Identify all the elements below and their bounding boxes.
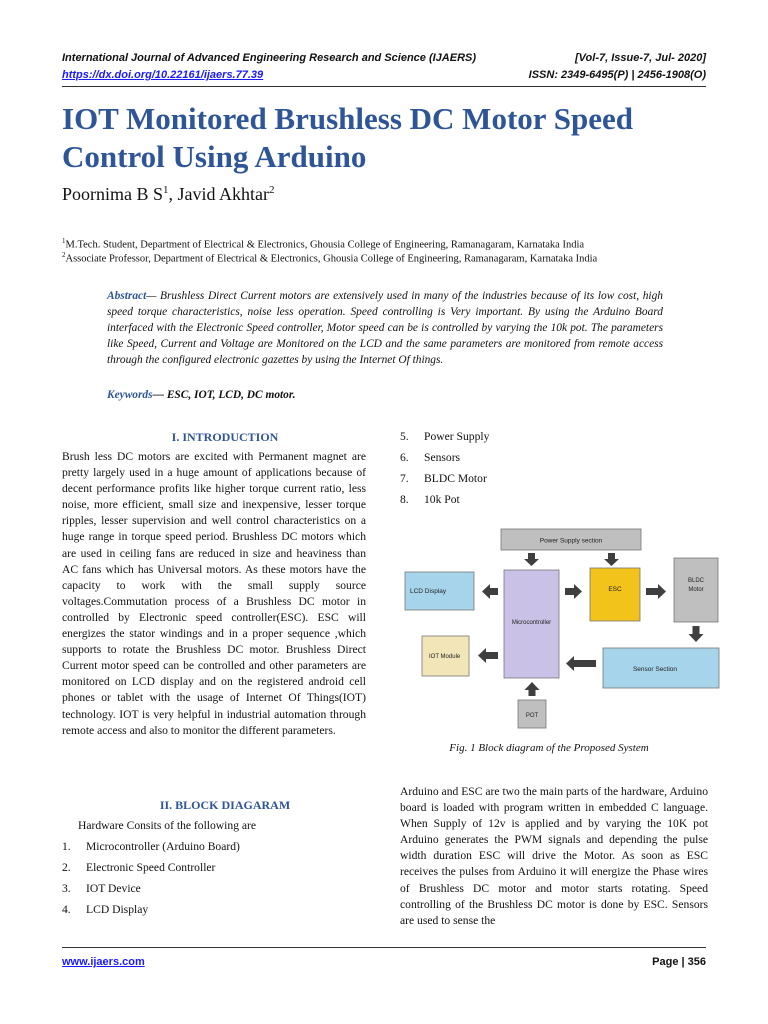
list-label: 10k Pot [424, 493, 460, 506]
list-number: 2. [62, 861, 71, 874]
list-label: LCD Display [86, 903, 149, 916]
section-heading-introduction: I. INTRODUCTION [171, 430, 279, 444]
list-number: 7. [400, 472, 409, 485]
hardware-description-text: Arduino and ESC are two the main parts of the hardware, Arduino board is loaded with program written in embedded C language. When Supply of 12v is applied and by varying the 10K pot Arduino generates the PWM signals and depending the pulse width duration ESC will drive the Motor. As soon as ESC receives the pulses from Arduino it will energize the Phase wires of Brushless DC motor and motor starts rotating. Speed controlling of the Brushless DC motor is done by ESC. Sensors are used to sense the [400, 785, 708, 927]
block-diagram-figure [400, 520, 730, 732]
esc-block [590, 568, 640, 621]
issn-info: ISSN: 2349-6495(P) | 2456-1908(O) [528, 69, 706, 81]
author-superscript: 2 [269, 184, 275, 196]
abstract-text: Brushless Direct Current motors are extensively used in many of the industries because of its low cost, high speed torque characteristics, noise less operation. Speed controlling is Very important. By using the Arduino Board interfaced with the Electronic Speed controller, Motor speed can be is controlled by varying the 10k pot. The parameters like Speed, Current and Voltage are Monitored on the LCD and the same parameters are monitored from remote access through the configured electronic gazettes by using the Internet Of things. [107, 290, 663, 366]
abstract-label: Abstract [107, 290, 147, 302]
arrow-micro-to-esc [565, 584, 582, 599]
arrow-bldc-to-sensor [689, 626, 704, 642]
arrow-micro-to-lcd [482, 584, 498, 599]
lcd-display-label: LCD Display [410, 588, 447, 595]
arrow-power-to-micro [524, 553, 539, 566]
list-number: 6. [400, 451, 409, 464]
list-label: Microcontroller (Arduino Board) [86, 840, 240, 853]
author-superscript: 1 [163, 184, 169, 196]
volume-info: [Vol-7, Issue-7, Jul- 2020] [574, 52, 706, 64]
journal-name: International Journal of Advanced Engineering Research and Science (IJAERS) [62, 52, 477, 64]
arrow-micro-to-iot [478, 648, 498, 663]
list-number: 4. [62, 903, 71, 916]
affiliation [62, 237, 584, 251]
affiliation-text: M.Tech. Student, Department of Electrical & Electronics, Ghousia College of Engineering, Ramanagaram, Karnataka India [65, 239, 585, 251]
author-name: Poornima B S [62, 184, 164, 204]
author-name: Javid Akhtar [177, 184, 270, 204]
arrow-sensor-to-micro [566, 656, 596, 671]
arrow-power-to-esc [604, 553, 619, 566]
iot-module-label: IOT Module [429, 654, 461, 660]
microcontroller-label: Microcontroller [511, 620, 552, 626]
figure-caption: Fig. 1 Block diagram of the Proposed System [449, 742, 649, 754]
list-item [62, 903, 148, 916]
bldc-label-line1: BLDC [687, 578, 705, 584]
list-label: Electronic Speed Controller [86, 861, 216, 874]
list-label: Power Supply [424, 430, 490, 443]
list-item [400, 451, 460, 464]
affiliation [62, 251, 597, 265]
abstract [107, 288, 663, 368]
paper-title: IOT Monitored Brushless DC Motor Speed Control Using Arduino [62, 101, 633, 174]
section-heading-block-diagram: II. BLOCK DIAGARAM [159, 798, 291, 812]
list-number: 3. [62, 882, 71, 895]
list-number: 8. [400, 493, 409, 506]
journal-website-link[interactable]: www.ijaers.com [62, 956, 145, 968]
affiliation-superscript: 1 [62, 237, 66, 245]
keywords-label: Keywords [107, 389, 153, 401]
page-value: 356 [687, 956, 706, 968]
pot-label: POT [525, 713, 539, 719]
doi-link[interactable]: https://dx.doi.org/10.22161/ijaers.77.39 [62, 69, 264, 81]
power-supply-label: Power Supply section [539, 537, 603, 545]
author-line [62, 184, 275, 205]
sensor-section-label: Sensor Section [632, 666, 678, 673]
abstract-dash: — [146, 290, 161, 302]
hardware-intro: Hardware Consits of the following are [78, 819, 257, 832]
list-number: 5. [400, 430, 409, 443]
list-item [400, 430, 489, 443]
esc-label: ESC [608, 586, 622, 593]
list-item [62, 861, 215, 874]
arrow-esc-to-bldc [646, 584, 666, 599]
bldc-label-line2: Motor [688, 587, 704, 593]
list-label: IOT Device [86, 882, 141, 895]
affiliation-text: Associate Professor, Department of Electrical & Electronics, Ghousia College of Engineering, Ramanagaram, Karnataka India [65, 253, 598, 265]
list-item [400, 472, 487, 485]
list-item [400, 493, 460, 506]
page-separator: | [678, 956, 688, 968]
author-separator: , [168, 184, 178, 204]
header-divider [62, 86, 706, 87]
list-item [62, 882, 141, 895]
arrow-pot-to-micro [525, 682, 540, 696]
keywords-text: ESC, IOT, LCD, DC motor. [166, 389, 296, 401]
list-item [62, 840, 240, 853]
introduction-text: Brush less DC motors are excited with Permanent magnet are pretty largely used in a huge amount of applications because of decent performance profits like higher torque current ratio, less noise, more efficient, small size and inexpensive, lesser torque ripples, lesser supervision and well control characteristics on a huge range in torque speed period. Brushless DC motors which are used in ceiling fans are reduced in size and heaviness than AC fans which has Universal motors. As these motors have the capacity to work with the small supply source voltages.Commutation process of a Brushless DC motor in controlled by Electronic speed controller(ESC). ESC will energizes the stator windings and in a proper sequence ,which supports to rotate the Brushless DC motor. Brushless Direct Current motor speed can be controlled and other parameters are monitored on LCD display and on the registered android cell phones or tablet with the usage of Internet Of Things(IOT) technology. IOT is very helpful in industrial automation through remote access and also to monitor the different parameters. [62, 450, 366, 737]
affiliation-superscript: 2 [62, 251, 66, 259]
keywords [107, 389, 296, 401]
page-label: Page [652, 956, 679, 968]
list-label: BLDC Motor [424, 472, 487, 485]
list-label: Sensors [424, 451, 461, 464]
list-number: 1. [62, 840, 71, 853]
footer-divider [62, 947, 706, 948]
keywords-dash: — [152, 389, 167, 401]
page-number [652, 956, 706, 968]
